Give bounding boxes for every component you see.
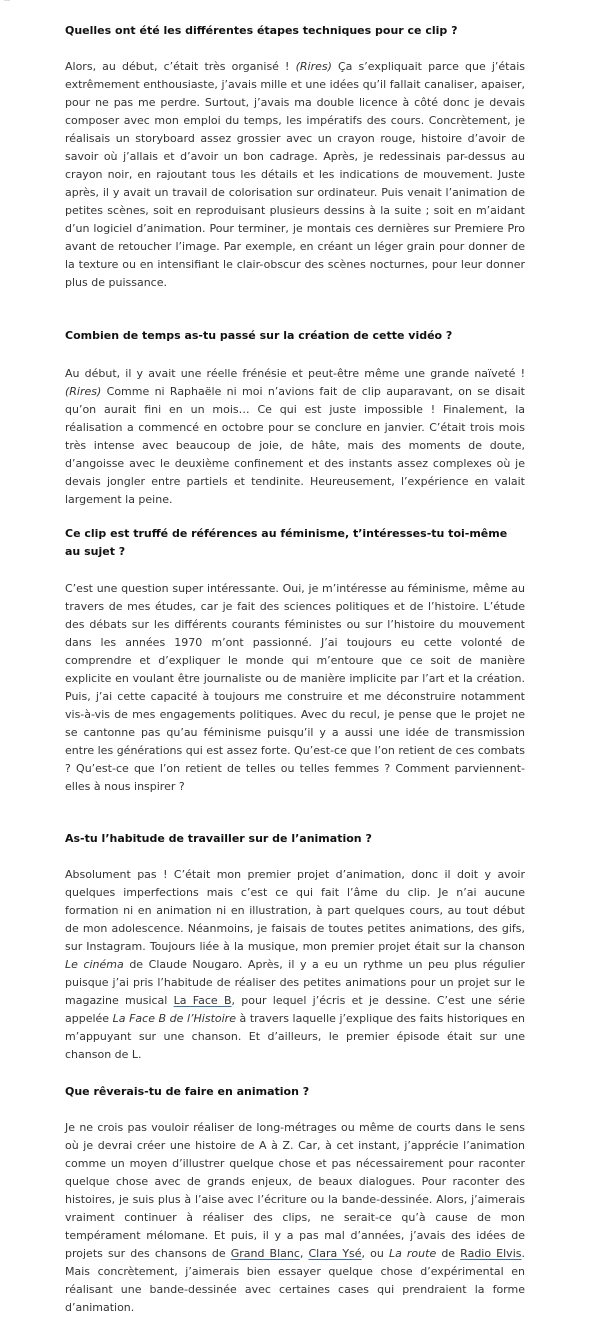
answer-text: de xyxy=(436,1247,461,1260)
inline-link[interactable]: Grand Blanc xyxy=(230,1247,300,1260)
question-1: Quelles ont été les différentes étapes techniques pour ce clip ? xyxy=(65,24,458,37)
answer-text: Au début, il y avait une réelle frénésie et peut-être même une grande naïveté ! xyxy=(65,367,525,380)
answer-text: de Claude Nougaro. Après, il y a eu un rythme un peu plus régulier puisque j’ai pris l’habitude de réaliser des petites animations pour un projet sur le magazine musical xyxy=(65,958,525,1007)
answer-text: Ça s’expliquait parce que j’étais extrêmement enthousiaste, j’avais mille et une idées qu’il fallait canaliser, apaiser, pour ne pas me perdre. Surtout, j’avais ma double licence à côté donc je devais composer avec mon emploi du temps, les impératifs des cours. Concrètement, je réalisais un storyboard assez grossier avec un crayon rouge, histoire d’avoir de savoir où j’allais et d’avoir un bon cadrage. Après, je redessinais par-dessus au crayon noir, en rajoutant tous les détails et les indications de mouvement. Juste après, il y avait un travail de colorisation sur ordinateur. Puis venait l’animation de petites scènes, soit en reproduisant plusieurs dessins à la suite ; soit en m’aidant d’un logiciel d’animation. Pour terminer, je montais ces dernières sur Premiere Pro avant de retoucher l’image. Par exemple, en créant un léger grain pour donner de la texture ou en intensifiant le clair-obscur des scènes nocturnes, pour leur donner plus de puissance. xyxy=(65,60,526,289)
answer-3 xyxy=(65,580,525,796)
answer-text: , xyxy=(299,1247,309,1260)
italic-text: (Rires) xyxy=(295,60,332,73)
italic-text: La route xyxy=(388,1247,437,1260)
answer-4 xyxy=(65,866,525,1064)
italic-text: Le cinéma xyxy=(65,958,124,971)
question-5: Que rêverais-tu de faire en animation ? xyxy=(65,1085,310,1098)
answer-text: C’est une question super intéressante. Oui, je m’intéresse au féminisme, même au travers de mes études, car je fait des sciences politiques et de l’histoire. L’étude des débats sur les différents courants féministes ou sur l’histoire du mouvement dans les années 1970 m’ont passionné. J’ai toujours eu cette volonté de comprendre et d’expliquer le monde qui m’entoure que ce soit de manière explicite en voulant être journaliste ou de manière implicite par l’art et la création. Puis, j’ai cette capacité à toujours me construire et me déconstruire notamment vis-à-vis de mes engagements politiques. Avec du recul, je pense que le projet ne se cantonne pas qu’au féminisme puisqu’il y a aussi une idée de transmission entre les générations qui est assez forte. Qu’est-ce que l’on retient de ces combats ? Qu’est-ce que l’on retient de telles ou telles femmes ? Comment parviennent-elles à nous inspirer ? xyxy=(65,582,525,793)
answer-2 xyxy=(65,365,525,509)
question-2: Combien de temps as-tu passé sur la création de cette vidéo ? xyxy=(65,329,453,342)
inline-link[interactable]: La Face B xyxy=(173,994,232,1007)
inline-link[interactable]: Radio Elvis xyxy=(460,1247,522,1260)
answer-text: à travers laquelle j’explique des faits historiques en m’appuyant sur une chanson. Et d’ailleurs, le premier épisode était sur une chanson de L. xyxy=(65,1012,525,1061)
inline-link[interactable]: Clara Ysé xyxy=(308,1247,362,1260)
italic-text: (Rires) xyxy=(65,385,102,398)
answer-5 xyxy=(65,1119,525,1317)
question-3: Ce clip est truffé de références au féminisme, t’intéresses-tu toi-même au sujet ? xyxy=(65,527,508,558)
italic-text: La Face B de l’Histoire xyxy=(112,1012,236,1025)
answer-text: Alors, au début, c’était très organisé ! xyxy=(65,60,296,73)
answer-text: Comme ni Raphaële ni moi n’avions fait de clip auparavant, on se disait qu’on aurait fini en un mois… Ce qui est juste impossible ! Finalement, la réalisation a commencé en octobre pour se conclure en janvier. C’était trois mois très intense avec beaucoup de joie, de hâte, mais des moments de doute, d’angoisse avec le deuxième confinement et des instants assez complexes où je devais jongler entre partiels et tendinite. Heureusement, l’expérience en valait largement la peine. xyxy=(65,385,525,506)
answer-text: , ou xyxy=(361,1247,389,1260)
question-4: As-tu l’habitude de travailler sur de l’animation ? xyxy=(65,832,372,845)
answer-text: . Mais concrètement, j’aimerais bien essayer quelque chose d’expérimental en réalisant une bande-dessinée avec certaines cases qui prendraient la forme d’animation. xyxy=(65,1247,525,1314)
answer-text: , pour lequel j’écris et je dessine. C’est une série appelée xyxy=(65,994,525,1025)
answer-text: Absolument pas ! C’était mon premier projet d’animation, donc il doit y avoir quelques imperfections mais c’est ce qui fait l’âme du clip. Je n’ai aucune formation ni en animation ni en illustration, à part quelques cours, au tout début de mon adolescence. Néanmoins, je faisais de toutes petites animations, des gifs, sur Instagram. Toujours liée à la musique, mon premier projet était sur la chanson xyxy=(65,868,525,953)
top-divider-fragment xyxy=(4,0,10,1)
answer-1 xyxy=(65,58,525,292)
answer-text: Je ne crois pas vouloir réaliser de long-métrages ou même de courts dans le sens où je devrai créer une histoire de A à Z. Car, à cet instant, j’apprécie l’animation comme un moyen d’illustrer quelque chose et pas nécessairement pour raconter quelque chose avec de grands enjeux, de beaux dialogues. Pour raconter des histoires, je suis plus à l’aise avec l’écriture ou la bande-dessinée. Alors, j’aimerais vraiment continuer à réaliser des clips, ne serait-ce qu’à cause de mon tempérament mélomane. Et puis, il y a pas mal d’années, j’avais des idées de projets sur des chansons de xyxy=(65,1121,525,1260)
